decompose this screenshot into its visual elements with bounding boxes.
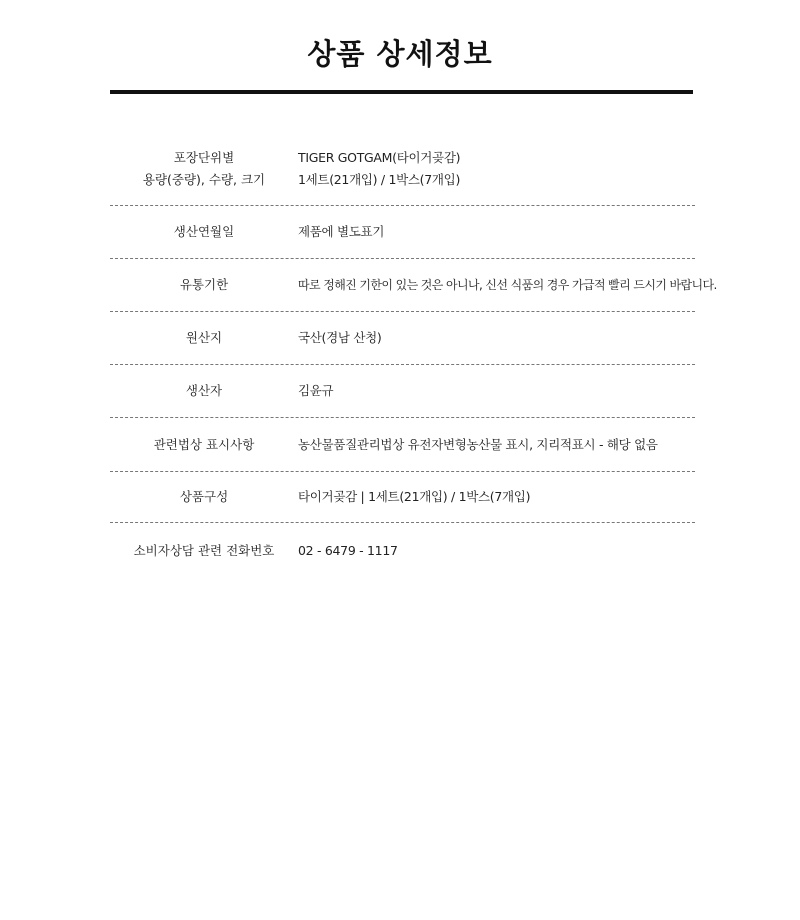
label-line: 소비자상담 관련 전화번호 [133,543,275,558]
info-row-label [110,380,298,402]
page-title: 상품 상세정보 [307,37,493,71]
info-row-origin [110,312,695,365]
info-row-value [298,434,695,456]
info-row-value [298,274,717,296]
info-row-legal-notice [110,418,695,472]
label-line: 관련법상 표시사항 [153,436,255,452]
value-line: 농산물품질관리법상 유전자변형농산물 표시, 지리적표시 - 해당 없음 [298,436,658,452]
info-row-label [110,540,298,562]
info-row-label [110,327,298,349]
label-line: 용량(중량), 수량, 크기 [142,171,266,187]
value-line: 국산(경남 산청) [298,330,382,345]
info-row-label [110,221,298,243]
label-line: 원산지 [185,330,223,345]
label-line: 상품구성 [179,489,229,504]
label-line: 포장단위별 [173,149,235,165]
label-line: 생산자 [185,383,223,398]
info-row-package-unit [110,132,695,206]
info-row-label [110,486,298,508]
value-line: TIGER GOTGAM(타이거곶감) [298,149,461,165]
info-row-composition [110,472,695,523]
info-row-value [298,380,695,402]
info-row-value [298,540,695,562]
info-row-label [110,274,298,296]
value-line: 1세트(21개입) / 1박스(7개입) [298,171,461,187]
value-line: 제품에 별도표기 [298,224,385,239]
value-line: 김윤규 [298,383,334,398]
info-row-producer [110,365,695,418]
value-line: 따로 정해진 기한이 있는 것은 아니나, 신선 식품의 경우 가급적 빨리 드시기 바랍니다. [298,278,717,292]
phone-number: 02 - 6479 - 1117 [298,543,398,558]
info-row-value [298,147,695,191]
info-row-value [298,327,695,349]
info-row-contact-phone [110,523,695,579]
info-row-label [110,147,298,191]
label-line: 유통기한 [179,277,229,292]
info-row-label [110,434,298,456]
info-row-production-date [110,206,695,259]
info-row-expiration [110,259,717,312]
info-row-value [298,221,695,243]
label-line: 생산연월일 [173,224,235,239]
product-info-table [110,132,717,579]
value-line: 타이거곶감 | 1세트(21개입) / 1박스(7개입) [298,489,531,504]
title-divider [110,90,693,94]
info-row-value [298,486,695,508]
